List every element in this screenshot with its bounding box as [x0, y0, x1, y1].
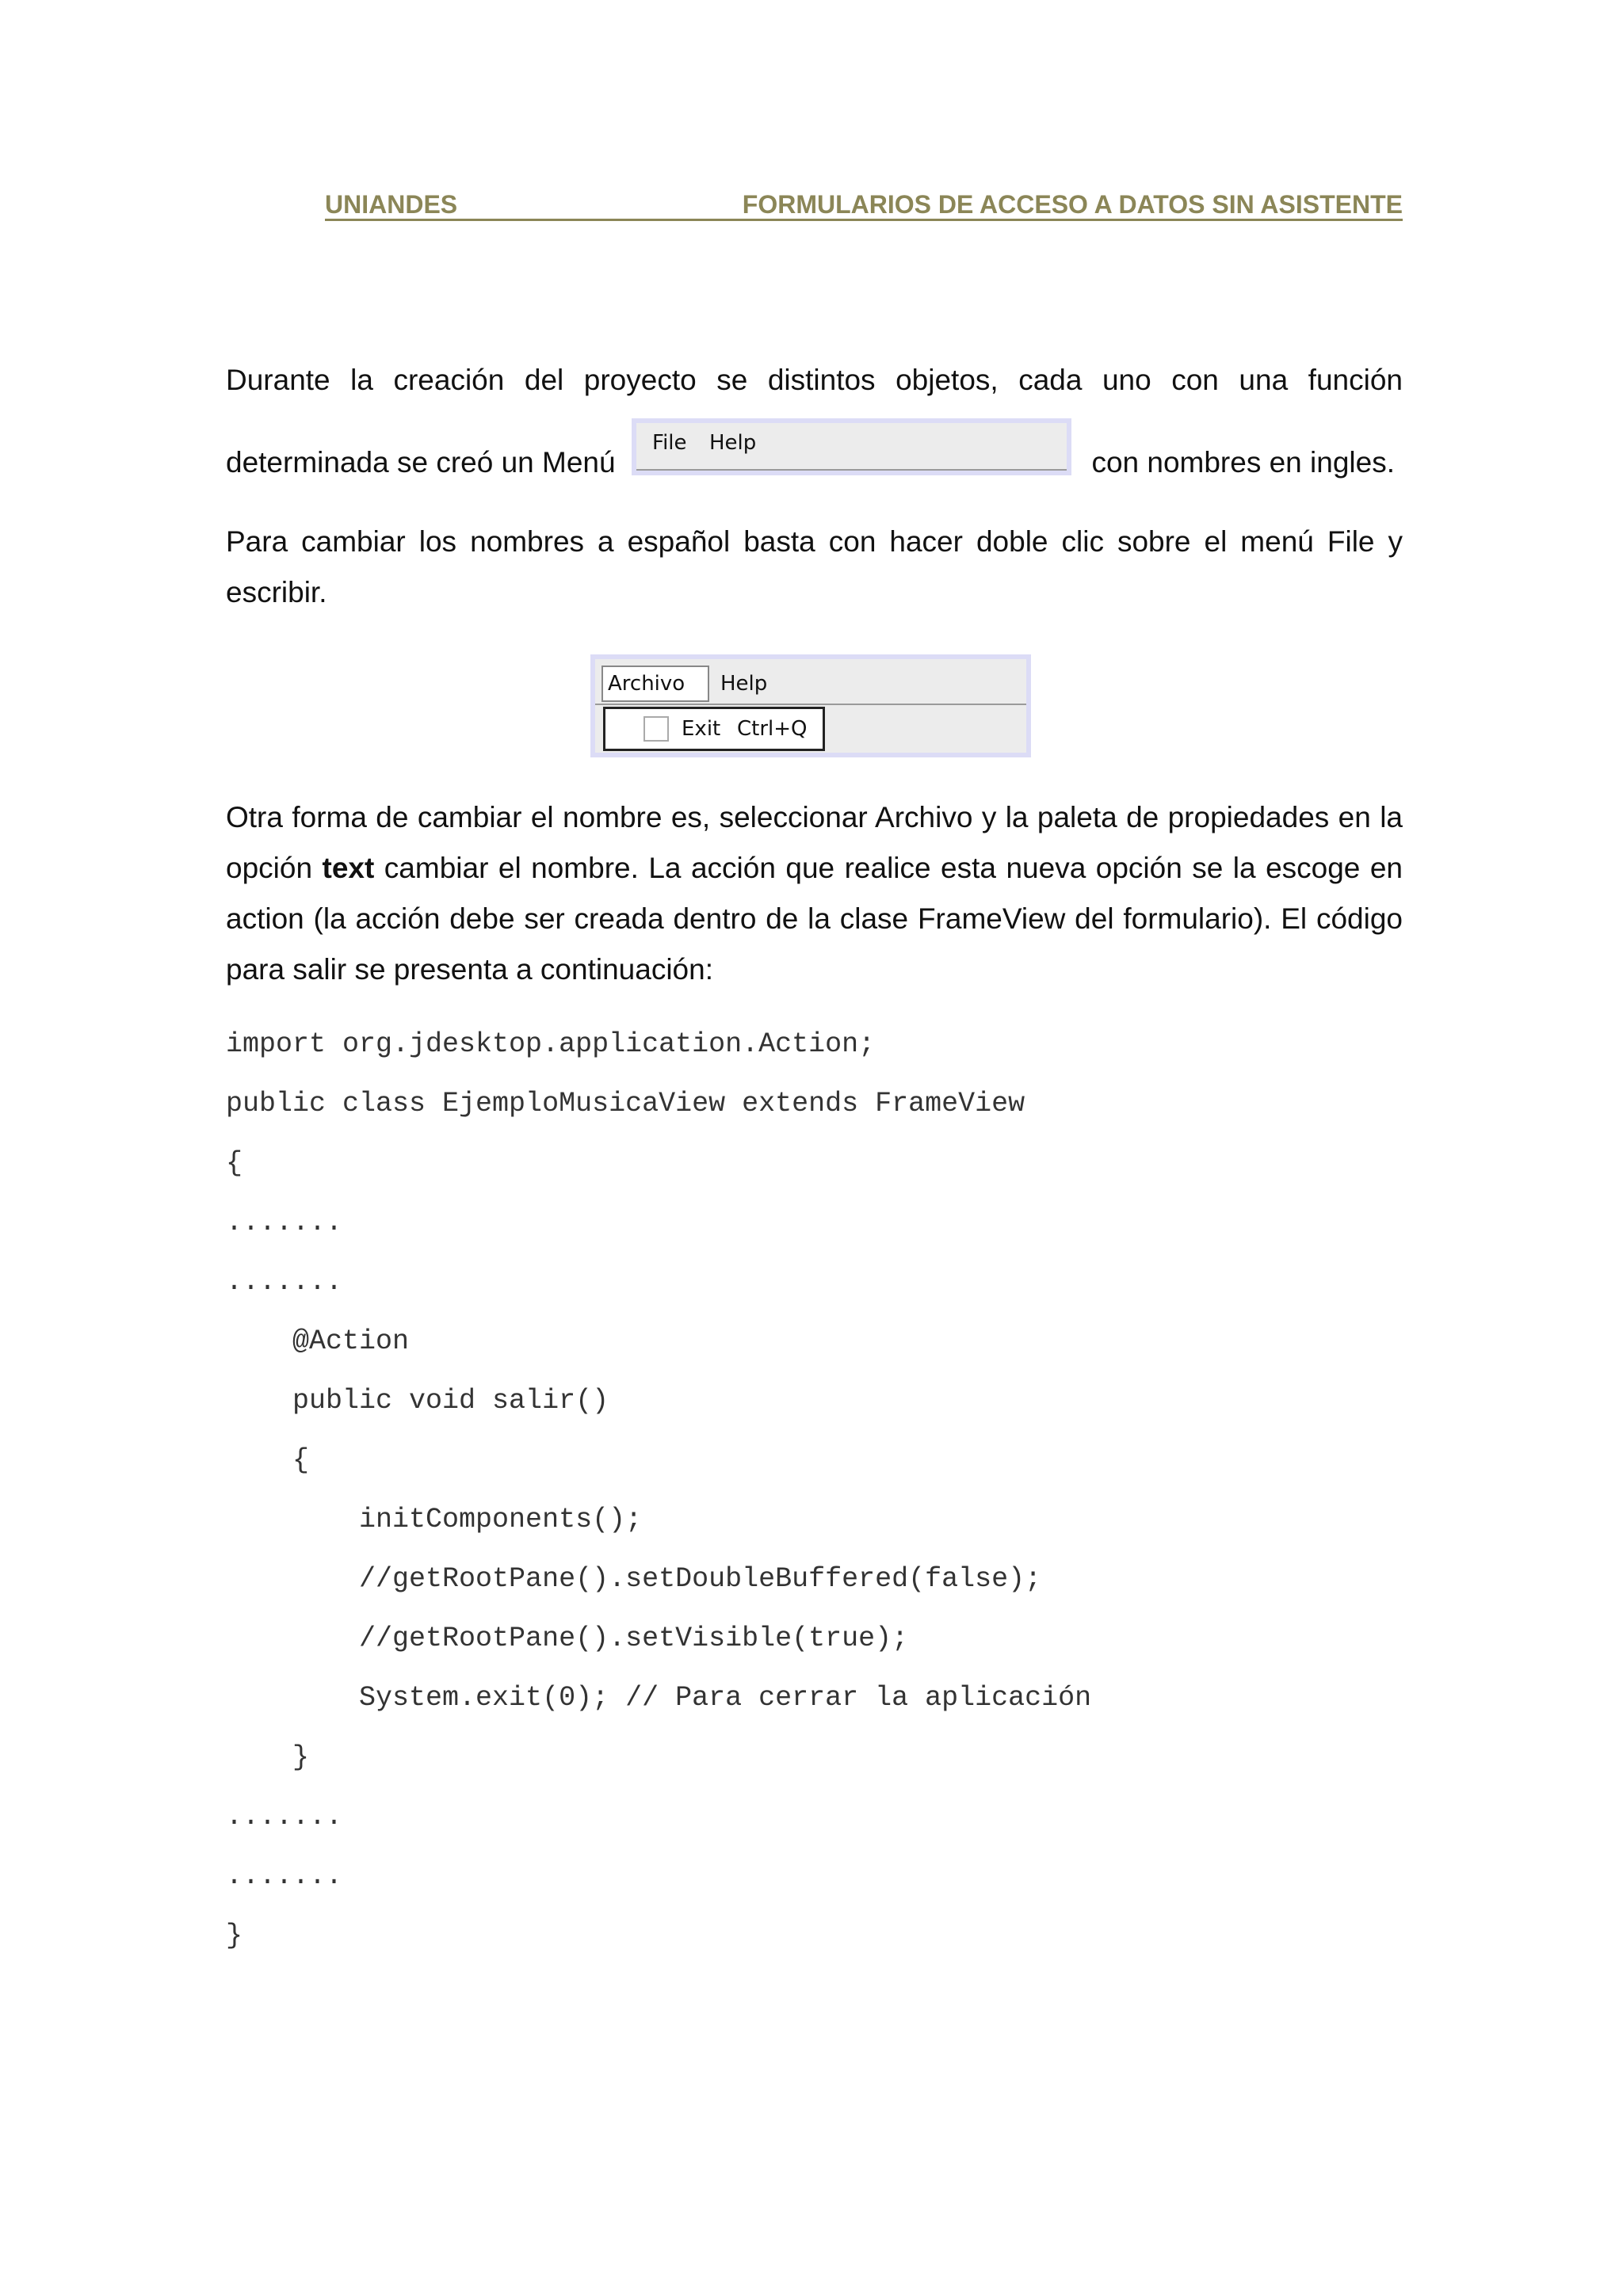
code-line: } [226, 1741, 310, 1773]
menu-bar [636, 423, 1067, 471]
menu-screenshot-spanish [590, 654, 1031, 757]
code-line: //getRootPane().setVisible(true); [226, 1623, 909, 1654]
menu-separator [595, 704, 1026, 705]
paragraph-1-before-menu: determinada se creó un Menú [226, 446, 616, 479]
menu-item-shortcut: Ctrl+Q [737, 717, 808, 741]
menu-file[interactable]: File [652, 431, 687, 455]
menu-help-2[interactable]: Help [720, 672, 768, 696]
menu-item-exit[interactable]: Exit [682, 717, 721, 741]
paragraph-3-part-1: Otra forma de cambiar el nombre es, seleccionar Archivo y la paleta de propiedades en la opción [226, 801, 1403, 884]
paragraph-1 [226, 355, 1403, 406]
code-line: import org.jdesktop.application.Action; [226, 1028, 876, 1060]
menu-help[interactable]: Help [709, 431, 757, 455]
code-line: ....... [226, 1860, 343, 1892]
code-line: { [226, 1444, 310, 1476]
checkbox-icon [643, 716, 669, 742]
paragraph-2: Para cambiar los nombres a español basta con hacer doble clic sobre el menú File y escribir. [226, 525, 1403, 608]
code-line: initComponents(); [226, 1504, 643, 1535]
menu-screenshot-english [632, 418, 1071, 475]
paragraph-3-bold: text [322, 852, 375, 884]
paragraph-3 [226, 792, 1403, 995]
code-line: ....... [226, 1207, 343, 1238]
header-left: UNIANDES [325, 190, 458, 219]
code-line: ....... [226, 1801, 343, 1833]
paragraph-1-after-menu: con nombres en ingles. [1091, 446, 1395, 479]
dropdown-menu [603, 707, 825, 751]
header-right: FORMULARIOS DE ACCESO A DATOS SIN ASISTENTE [742, 190, 1403, 219]
menu-archivo[interactable]: Archivo [601, 666, 709, 702]
code-line: System.exit(0); // Para cerrar la aplicación [226, 1682, 1092, 1714]
menu-bar-spanish [595, 659, 1026, 753]
code-line: } [226, 1920, 243, 1951]
page-header [325, 190, 1403, 221]
code-line: public class EjemploMusicaView extends FrameView [226, 1088, 1025, 1119]
paragraph-3-part-2: cambiar el nombre. La acción que realice esta nueva opción se la escoge en action (la acción debe ser creada dentro de la clase FrameView del formulario). El código para salir se presenta a continuación: [226, 852, 1403, 986]
code-line: //getRootPane().setDoubleBuffered(false); [226, 1563, 1042, 1595]
code-line: public void salir() [226, 1385, 609, 1417]
code-line: { [226, 1147, 243, 1179]
code-line: @Action [226, 1325, 410, 1357]
paragraph-1-line-1: Durante la creación del proyecto se distintos objetos, cada uno con una función [226, 364, 1403, 396]
code-line: ....... [226, 1266, 343, 1298]
